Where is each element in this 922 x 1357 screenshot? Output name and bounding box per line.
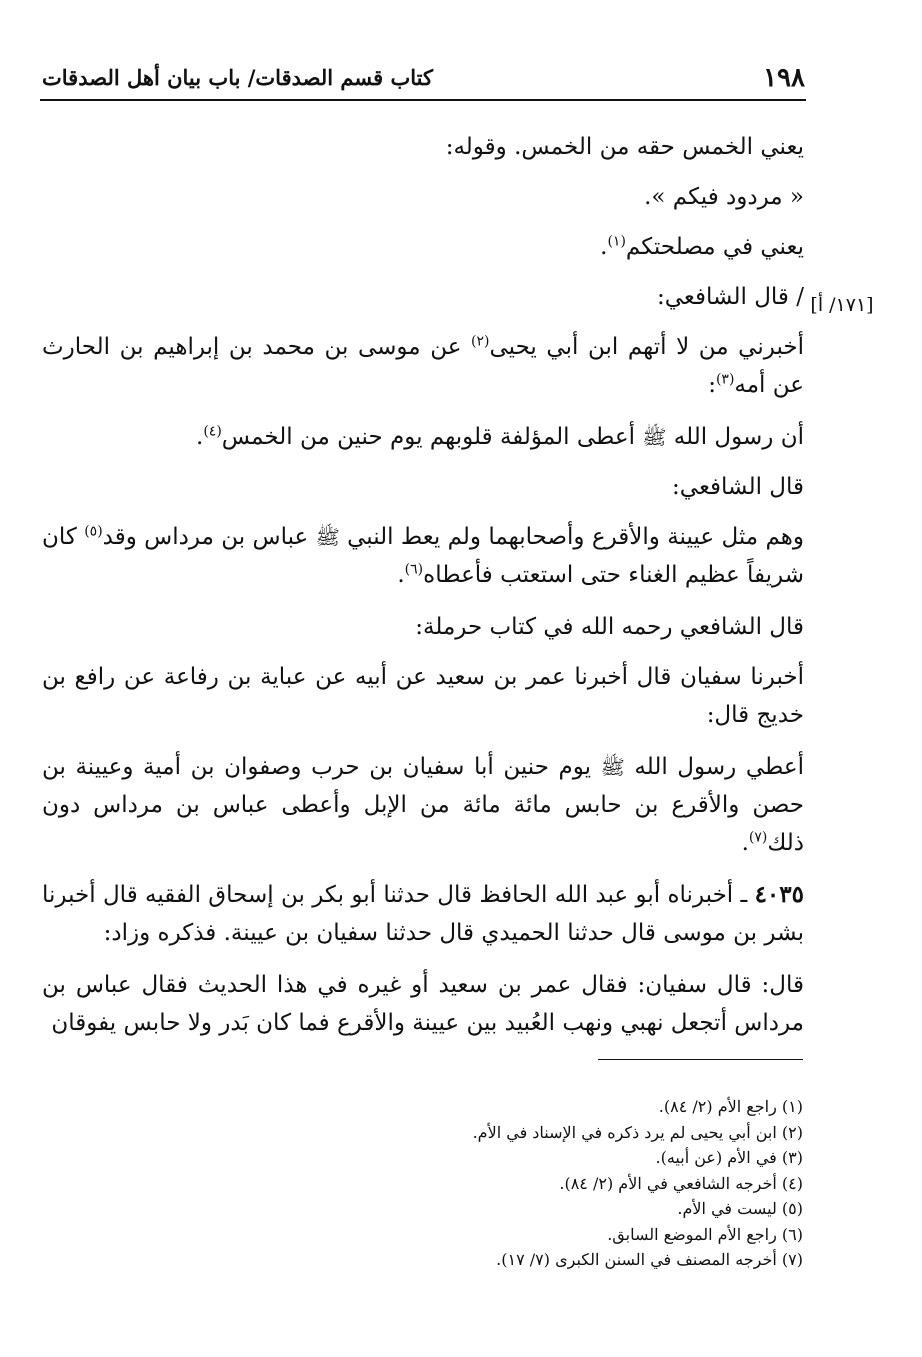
main-text: [42, 128, 804, 1042]
running-head: [42, 60, 805, 96]
paragraph: أعطي رسول الله ﷺ يوم حنين أبا سفيان بن حرب وصفوان بن أمية وعيينة بن حصن والأقرع بن حابس مائة مائة من الإبل وأعطى عباس بن مرداس دون ذلك$^{(٧)}$.: [42, 754, 804, 856]
salawat-ligature: ﷺ: [600, 755, 625, 779]
footnote-item: (٤) أخرجه الشافعي في الأم (٢/ ٨٤).: [559, 1173, 803, 1193]
paragraph: « مردود فيكم ».: [644, 184, 804, 210]
paragraph: ٤٠٣٥ ـ أخبرناه أبو عبد الله الحافظ قال حدثنا أبو بكر بن إسحاق الفقيه قال أخبرنا بشر بن موسى قال حدثنا الحميدي قال حدثنا سفيان بن عيينة. فذكره وزاد:: [42, 881, 804, 946]
paragraph: يعني في مصلحتكم$^{(١)}$.: [600, 233, 804, 260]
paragraph: قال الشافعي رحمه الله في كتاب حرملة:: [415, 614, 804, 640]
footnote-reference[interactable]: (١): [607, 233, 626, 250]
footnote-item: (٢) ابن أبي يحيى لم يرد ذكره في الإسناد في الأم.: [472, 1122, 803, 1142]
hadith-number: ٤٠٣٥: [754, 881, 804, 908]
header-rule: [40, 99, 806, 101]
footnote-reference[interactable]: (٥): [84, 523, 103, 540]
footnotes: [300, 1094, 803, 1273]
footnote-reference[interactable]: (٤): [203, 423, 222, 440]
manuscript-folio-marker: [١٧١/ أ]: [810, 294, 874, 316]
footnote-reference[interactable]: (٣): [715, 371, 735, 388]
footnote-reference[interactable]: (٦): [404, 561, 424, 578]
paragraph: أخبرني من لا أتهم ابن أبي يحيى$^{(٢)}$ عن موسى بن محمد بن إبراهيم بن الحارث عن أمه$^{(٣)}$:: [42, 333, 804, 398]
paragraph: أن رسول الله ﷺ أعطى المؤلفة قلوبهم يوم حنين من الخمس$^{(٤)}$.: [196, 423, 804, 450]
paragraph: يعني الخمس حقه من الخمس. وقوله:: [445, 134, 804, 160]
footnote-item: (٣) في الأم (عن أبيه).: [655, 1148, 803, 1167]
footnote-reference[interactable]: (٧): [748, 829, 768, 846]
footnote-reference[interactable]: (٢): [471, 333, 490, 350]
paragraph: / قال الشافعي:: [656, 284, 804, 310]
paragraph: أخبرنا سفيان قال أخبرنا عمر بن سعيد عن أبيه عن عباية بن رفاعة عن رافع بن خديج قال:: [42, 664, 804, 728]
running-title: كتاب قسم الصدقات/ باب بيان أهل الصدقات: [42, 65, 433, 90]
footnote-item: (٦) راجع الأم الموضع السابق.: [607, 1224, 803, 1244]
footnote-separator: [598, 1059, 803, 1060]
salawat-ligature: ﷺ: [642, 425, 667, 449]
footnote-item: (٥) ليست في الأم.: [677, 1199, 803, 1218]
footnote-item: (٧) أخرجه المصنف في السنن الكبرى (٧/ ١٧).: [496, 1250, 803, 1269]
footnote-item: (١) راجع الأم (٢/ ٨٤).: [658, 1097, 803, 1116]
paragraph: قال: قال سفيان: فقال عمر بن سعيد أو غيره في هذا الحديث فقال عباس بن مرداس أتجعل نهبي ونهب العُبيد بين عيينة والأقرع فما كان بَدر ولا حابس يفوقان: [42, 972, 804, 1036]
paragraph: قال الشافعي:: [672, 474, 804, 500]
page-number: ١٩٨: [763, 63, 805, 93]
salawat-ligature: ﷺ: [315, 525, 340, 549]
paragraph: وهم مثل عيينة والأقرع وأصحابهما ولم يعط النبي ﷺ عباس بن مرداس وقد$^{(٥)}$ كان شريفاً عظيم الغناء حتى استعتب فأعطاه$^{(٦)}$.: [42, 523, 805, 588]
